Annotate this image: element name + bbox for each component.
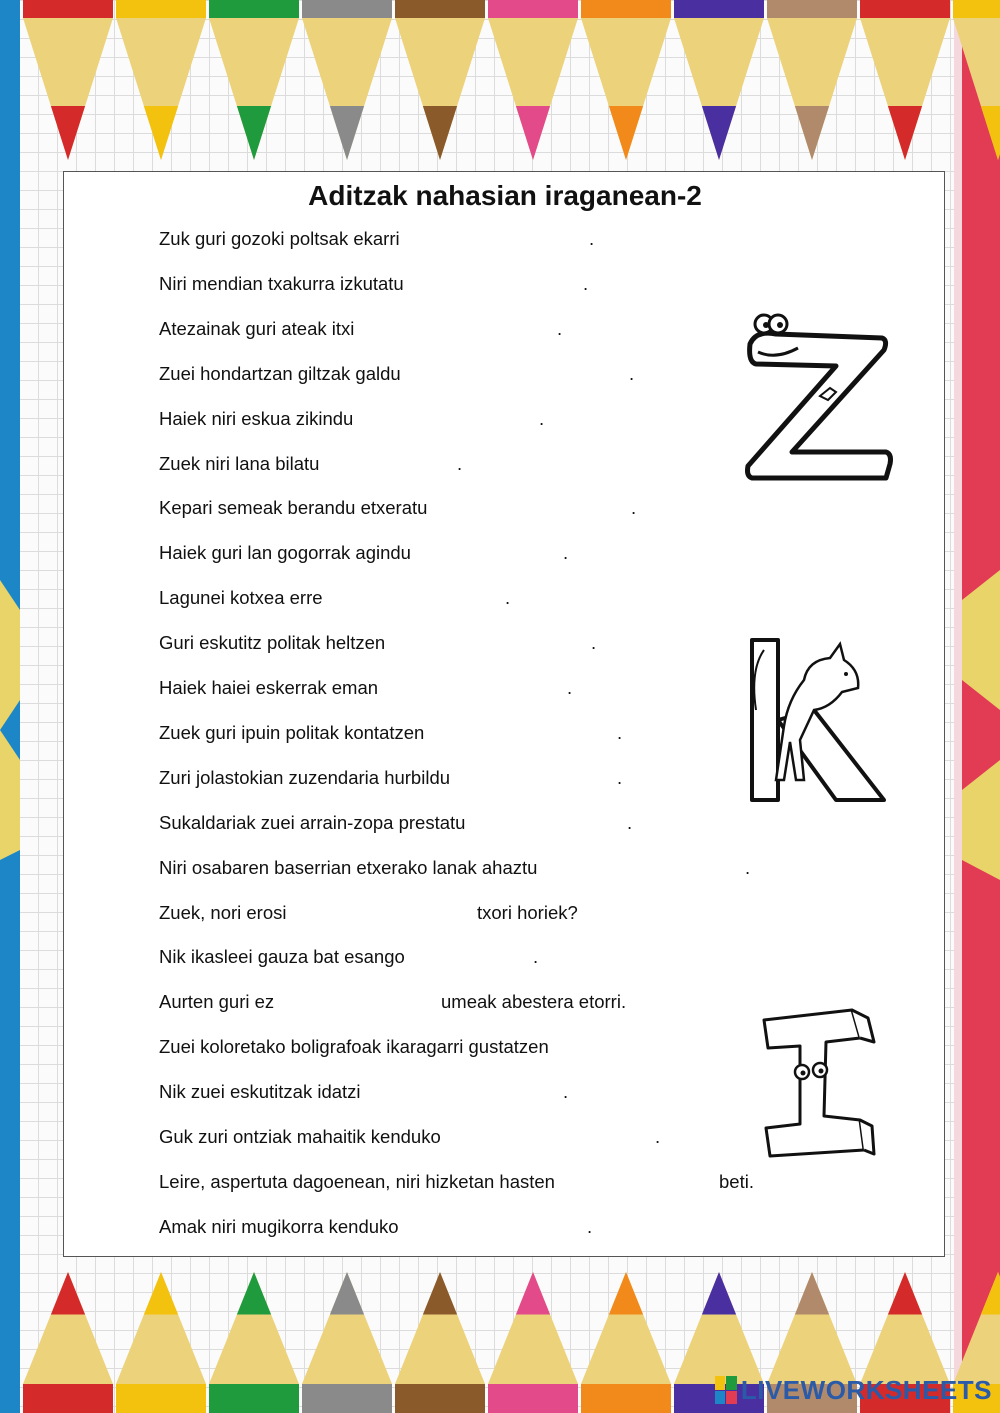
sentence-text: Haiek haiei eskerrak eman	[159, 677, 379, 698]
sentence-text: Atezainak guri ateak itxi	[159, 317, 355, 339]
sentence-text: Niri osabaren baserrian etxerako lanak ahaztu	[159, 856, 538, 878]
sentence-text: Niri mendian txakurra izkutatu	[159, 272, 404, 294]
sentence-text: Sukaldariak zuei arrain-zopa prestatu	[159, 811, 466, 833]
sentence-text: Guk zuri ontziak mahaitik kenduko	[159, 1126, 441, 1147]
sentence-ending: .	[567, 677, 573, 698]
sentence-ending: .	[533, 946, 539, 968]
pencil	[767, 0, 857, 160]
pencil	[581, 1272, 671, 1413]
sentence-text: Guri eskutitz politak heltzen	[159, 632, 386, 654]
pencil	[209, 1272, 299, 1413]
liveworksheets-logo	[715, 1373, 992, 1407]
sentence-ending: .	[557, 317, 563, 339]
pencil	[488, 0, 578, 160]
letter-k-illustration	[744, 630, 894, 810]
sentence-ending: .	[631, 497, 637, 519]
sentence-ending: .	[563, 1081, 569, 1103]
pencil	[395, 0, 485, 160]
pencil	[302, 0, 392, 160]
right-stripe-edge	[954, 0, 962, 1413]
sentence-text: Haiek niri eskua zikindu	[159, 407, 354, 429]
pencil	[209, 0, 299, 160]
sentence-text: Kepari semeak berandu etxeratu	[159, 497, 428, 519]
sentence-ending: .	[583, 272, 589, 294]
sentence-text: Aurten guri ez	[159, 991, 275, 1013]
sentence-ending: .	[617, 766, 623, 788]
sentence-text: Zuk guri gozoki poltsak ekarri	[159, 228, 400, 249]
right-side-pencils	[962, 560, 1000, 880]
left-side-pencils	[0, 560, 22, 860]
worksheet-sheet	[63, 171, 945, 1257]
letter-z-illustration	[736, 302, 896, 487]
sentence-text: Zuek, nori erosi	[159, 901, 287, 923]
sentence-text: Nik ikasleei gauza bat esango	[159, 946, 405, 968]
pencil	[395, 1272, 485, 1413]
sentence-ending: .	[505, 587, 511, 609]
sentence-ending: .	[591, 632, 597, 654]
sentence-ending: .	[589, 228, 595, 249]
top-pencil-border	[0, 0, 1000, 180]
sentence-text: Zuei hondartzan giltzak galdu	[159, 362, 401, 384]
sentence-ending: umeak abestera etorri.	[441, 991, 627, 1013]
sentence-ending: beti.	[719, 1170, 754, 1192]
pencil	[581, 0, 671, 160]
pencil	[23, 0, 113, 160]
pencil	[23, 1272, 113, 1413]
sentence-ending: .	[457, 452, 463, 474]
letter-i-illustration	[756, 1002, 876, 1162]
sentence-ending: .	[745, 856, 751, 878]
sentence-ending: txori horiek?	[477, 901, 578, 923]
sentence-text: Haiek guri lan gogorrak agindu	[159, 542, 411, 564]
pencil	[953, 0, 1000, 160]
sentence-ending: .	[627, 811, 633, 833]
sentence-text: Lagunei kotxea erre	[159, 587, 323, 609]
worksheet-title: Aditzak nahasian iraganean-2	[308, 180, 702, 211]
sentence-ending: .	[539, 407, 545, 429]
sentence-text: Nik zuei eskutitzak idatzi	[159, 1081, 361, 1103]
sentence-text: Leire, aspertuta dagoenean, niri hizketan hasten	[159, 1170, 555, 1192]
sentence-text: Zuri jolastokian zuzendaria hurbildu	[159, 766, 451, 788]
pencil	[860, 0, 950, 160]
sentence-ending: .	[617, 721, 623, 743]
sentence-ending: .	[563, 542, 569, 564]
sentence-ending: .	[629, 362, 635, 384]
sentence-ending: .	[587, 1215, 593, 1237]
pencil	[302, 1272, 392, 1413]
sentence-text: Zuei koloretako boligrafoak ikaragarri gustatzen	[159, 1036, 549, 1058]
logo-text: LIVEWORKSHEETS	[740, 1374, 992, 1405]
sentence-text: Zuek niri lana bilatu	[159, 452, 320, 474]
pencil	[116, 1272, 206, 1413]
pencil	[116, 0, 206, 160]
sentence-ending: .	[655, 1126, 661, 1147]
pencil	[488, 1272, 578, 1413]
sentence-text: Zuek guri ipuin politak kontatzen	[159, 721, 425, 743]
logo-badge-icon	[715, 1376, 737, 1404]
sentence-text: Amak niri mugikorra kenduko	[159, 1215, 399, 1237]
pencil	[674, 0, 764, 160]
